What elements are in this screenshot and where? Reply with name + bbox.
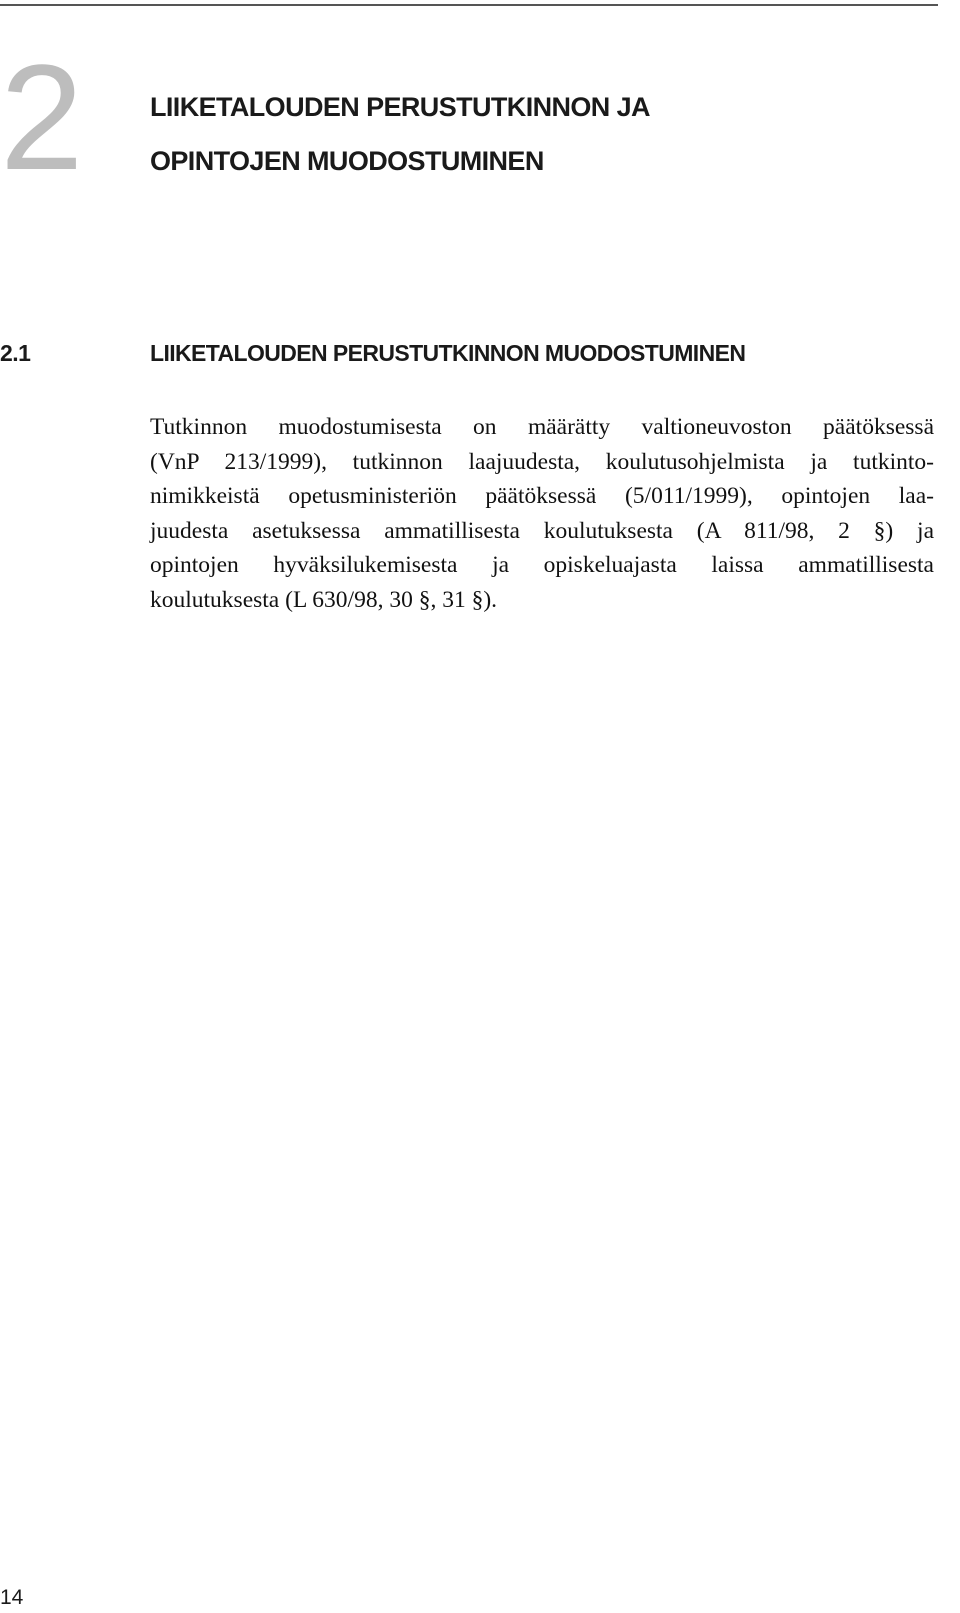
- paragraph-line: (VnP 213/1999), tutkinnon laajuudesta, koulutusohjelmista ja tutkinto-: [150, 448, 934, 475]
- section-title: LIIKETALOUDEN PERUSTUTKINNON MUODOSTUMINEN: [150, 340, 746, 366]
- top-rule: [0, 4, 938, 6]
- chapter-title-line: LIIKETALOUDEN PERUSTUTKINNON JA: [150, 92, 650, 122]
- paragraph-line: juudesta asetuksessa ammatillisesta koulutuksesta (A 811/98, 2 §) ja: [150, 517, 934, 544]
- page-number: 14: [0, 1586, 24, 1609]
- chapter-number: 2: [0, 33, 80, 201]
- section-number: 2.1: [0, 340, 31, 366]
- paragraph-line: koulutuksesta (L 630/98, 30 §, 31 §).: [150, 586, 498, 613]
- body-paragraph: [150, 410, 934, 618]
- paragraph-line: Tutkinnon muodostumisesta on määrätty valtioneuvoston päätöksessä: [150, 414, 934, 440]
- paragraph-line: nimikkeistä opetusministeriön päätöksessä (5/011/1999), opintojen laa-: [150, 483, 934, 510]
- chapter-title-line: OPINTOJEN MUODOSTUMINEN: [150, 146, 544, 176]
- paragraph-line: opintojen hyväksilukemisesta ja opiskeluajasta laissa ammatillisesta: [150, 552, 934, 579]
- chapter-title: [150, 80, 650, 188]
